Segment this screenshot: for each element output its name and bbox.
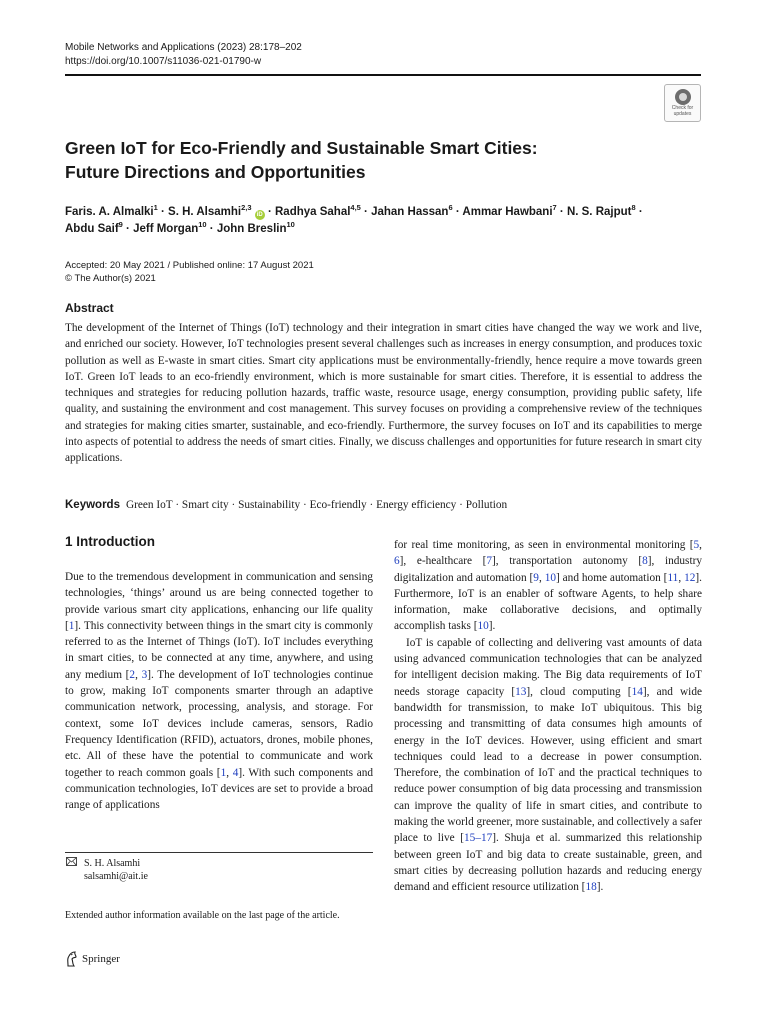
author-affiliation-number: 1	[153, 203, 158, 213]
citation-link[interactable]: 18	[585, 881, 597, 894]
citation-link[interactable]: 5	[693, 539, 700, 551]
citation-link[interactable]: 10	[477, 620, 489, 633]
author-name: Jeff Morgan	[133, 223, 199, 235]
check-for-updates-badge[interactable]	[664, 84, 701, 122]
keywords-label: Keywords	[65, 499, 120, 511]
author-list: Faris. A. Almalki$^1$ · S. H. Alsamhi$^{2,3}$ iD · Radhya Sahal$^{4,5}$ · Jahan Hassan$^6$ · Ammar Hawbani$^7$ · N. S. Rajput$^8$ · Abdu Saif$^9$ · Jeff Morgan$^{10}$ · John Breslin$^{10}$	[65, 203, 643, 235]
author-separator: ·	[122, 223, 134, 235]
author-affiliation-number: 8	[631, 203, 636, 213]
keywords	[65, 497, 705, 513]
citation-link[interactable]: 10	[544, 571, 556, 584]
title-line-2: Future Directions and Opportunities	[65, 162, 366, 182]
author-name: Abdu Saif	[65, 223, 119, 235]
text-run: ,	[699, 539, 702, 551]
citation-link[interactable]: 12	[684, 571, 696, 584]
paragraph	[394, 635, 702, 896]
citation-link[interactable]: 6	[394, 555, 400, 568]
author-separator: ·	[360, 206, 372, 218]
body-column-left	[65, 569, 373, 813]
author-separator: ·	[556, 206, 567, 218]
text-run: Due to the tremendous development in communication and sensing technologies, ‘things’ around us are being connected together to provide various smart city applications, enhancing our life quality [	[65, 571, 373, 632]
doi-link[interactable]: https://doi.org/10.1007/s11036-021-01790-w	[65, 56, 262, 67]
author-name: S. H. Alsamhi	[168, 206, 242, 218]
author-name: Jahan Hassan	[371, 206, 449, 218]
citation-link[interactable]: 14	[631, 685, 643, 698]
journal-citation: Mobile Networks and Applications (2023) 28:178–202	[65, 42, 302, 53]
text-run: ,	[226, 766, 233, 779]
text-run: ], e-healthcare [	[399, 555, 487, 568]
author-name: N. S. Rajput	[566, 206, 632, 218]
author-name: Faris. A. Almalki	[65, 206, 154, 218]
author-separator: ·	[452, 206, 463, 218]
author-affiliation-number: 10	[198, 220, 207, 230]
text-run: ]. The development of IoT technologies continue to grow, making IoT components smarter through an adaptive communication network, processing, analysis, and storage. For context, some IoT devices include cameras, sensors, Radio Frequency Identification (RFID), actuators, drones, mobile phones, etc. All of these have the potential to communicate and work together to reach common goals [	[65, 668, 373, 779]
text-run: ]. Furthermore, IoT is an enabler of software Agents, to help share information, make collaborative decisions, and optimally accomplish tasks [	[394, 571, 702, 633]
citation-link[interactable]: 1	[220, 766, 227, 779]
author-affiliation-number: 10	[286, 220, 295, 230]
text-run: ]. With such components and communication technologies, IoT devices are set to provide a broad range of applications	[65, 766, 374, 812]
citation-link[interactable]: 8	[642, 555, 648, 568]
text-run: ] and home automation [	[555, 571, 668, 584]
citation-link[interactable]: 11	[667, 571, 679, 584]
author-name: Radhya Sahal	[275, 206, 351, 218]
paragraph	[394, 537, 702, 635]
check-updates-icon	[675, 89, 691, 105]
author-separator: ·	[206, 223, 217, 235]
footnote-rule	[65, 852, 373, 853]
author-affiliation-number: 9	[118, 220, 123, 230]
text-run: ].	[488, 620, 496, 633]
badge-line-2: updates	[673, 110, 692, 117]
text-run: ,	[538, 571, 545, 584]
text-run: ]. Shuja et al. summarized this relationship between green IoT and big data to create sustainable, green, and smart cities by decreasing pollution hazards and reducing energy demand and efficient resource utilization [	[394, 832, 703, 894]
publication-dates	[65, 259, 314, 285]
citation-link[interactable]: 13	[515, 685, 527, 698]
copyright: © The Author(s) 2021	[65, 273, 156, 284]
text-run: IoT is capable of collecting and delivering vast amounts of data using advanced communication technologies that can be analyzed for intelligent decision making. The Big data requirements of IoT needs storage capacity [	[394, 636, 702, 698]
journal-header	[65, 41, 302, 69]
corresponding-author-email[interactable]: salsamhi@ait.ie	[84, 871, 148, 882]
author-name: Ammar Hawbani	[462, 206, 553, 218]
text-run: ,	[678, 571, 685, 584]
text-run: ], industry digitalization and automation [	[394, 555, 702, 584]
text-run: for real time monitoring, as seen in environmental monitoring [	[394, 539, 694, 551]
author-affiliation-number: 6	[448, 203, 453, 213]
author-separator: ·	[264, 206, 275, 218]
text-run: ].	[596, 881, 604, 894]
author-separator: ·	[157, 206, 169, 218]
section-heading-introduction: 1 Introduction	[65, 534, 155, 549]
text-run: ], cloud computing [	[526, 685, 632, 698]
text-run: ], and wide bandwidth for transmission, to make IoT ubiquitous. This big processing and transmitting of data consumes high amounts of energy in the IoT devices. However, using efficient and smart techniques could lead to a decrease in power consumption. Therefore, the combination of IoT and the practical techniques to reduce power consumption of big data processing and transmission can improve the quality of life in smart cities, and contribute to making the world greener, more sustainable, and collectively a safer place to live [	[394, 685, 702, 845]
header-rule	[65, 74, 701, 76]
author-name: John Breslin	[216, 223, 287, 235]
citation-link[interactable]: 1	[68, 619, 75, 632]
springer-horse-icon	[65, 951, 79, 967]
orcid-icon[interactable]: iD	[256, 212, 263, 218]
title-line-1: Green IoT for Eco-Friendly and Sustainable Smart Cities:	[65, 138, 538, 158]
citation-link[interactable]: 9	[533, 571, 539, 584]
author-affiliation-number: 2,3	[241, 203, 252, 213]
extended-author-info: Extended author information available on the last page of the article.	[65, 910, 340, 921]
citation-link[interactable]: 2	[129, 668, 136, 681]
accepted-date: Accepted: 20 May 2021 / Published online: 17 August 2021	[65, 260, 314, 271]
body-column-right	[394, 537, 702, 896]
paper-title	[65, 136, 665, 184]
text-run: ,	[135, 668, 142, 681]
author-affiliation-number: 4,5	[350, 203, 361, 213]
citation-link[interactable]: 4	[232, 766, 239, 779]
envelope-icon	[66, 857, 77, 869]
keywords-list: Green IoT · Smart city · Sustainability · Eco-friendly · Energy efficiency · Pollution	[125, 499, 508, 511]
publisher-name: Springer	[82, 953, 120, 965]
citation-link[interactable]: 15–17	[464, 832, 493, 845]
text-run: ], transportation autonomy [	[492, 555, 643, 568]
text-run: ]. This connectivity between things in the smart city is commonly referred to as the Internet of Things (IoT). IoT includes everything in smart cities, to be connected at any time, anywhere, and using any medium [	[65, 619, 373, 681]
abstract-heading: Abstract	[65, 301, 114, 315]
paragraph	[65, 569, 373, 813]
citation-link[interactable]: 7	[486, 555, 493, 568]
badge-line-1: Check for	[671, 105, 694, 111]
author-affiliation-number: 7	[552, 203, 557, 213]
abstract-text: The development of the Internet of Things (IoT) technology and their integration in smart cities have changed the way we work and live, and enriched our society. However, IoT technologies present several challenges such as increases in energy consumption, and produces toxic pollution as well as E-waste in smart cities. Smart city applications must be environmentally-friendly, hence require a move towards green IoT. Green IoT leads to an eco-friendly environment, which is more sustainable for smart cities. Therefore, it is essential to address the techniques and strategies for reducing pollution hazards, traffic waste, resource usage, energy consumption, providing public safety, life quality, and sustaining the environment and cost management. This survey focuses on providing a comprehensive review of the techniques and strategies for making cities smarter, sustainable, and eco-friendly. Furthermore, the survey focuses on IoT and its capabilities to merge into aspects of potential to address the needs of smart cities. Finally, we discuss challenges and opportunities for future research in smart city applications.	[65, 322, 702, 465]
citation-link[interactable]: 3	[141, 668, 148, 681]
corresponding-author-name: S. H. Alsamhi	[84, 858, 141, 869]
